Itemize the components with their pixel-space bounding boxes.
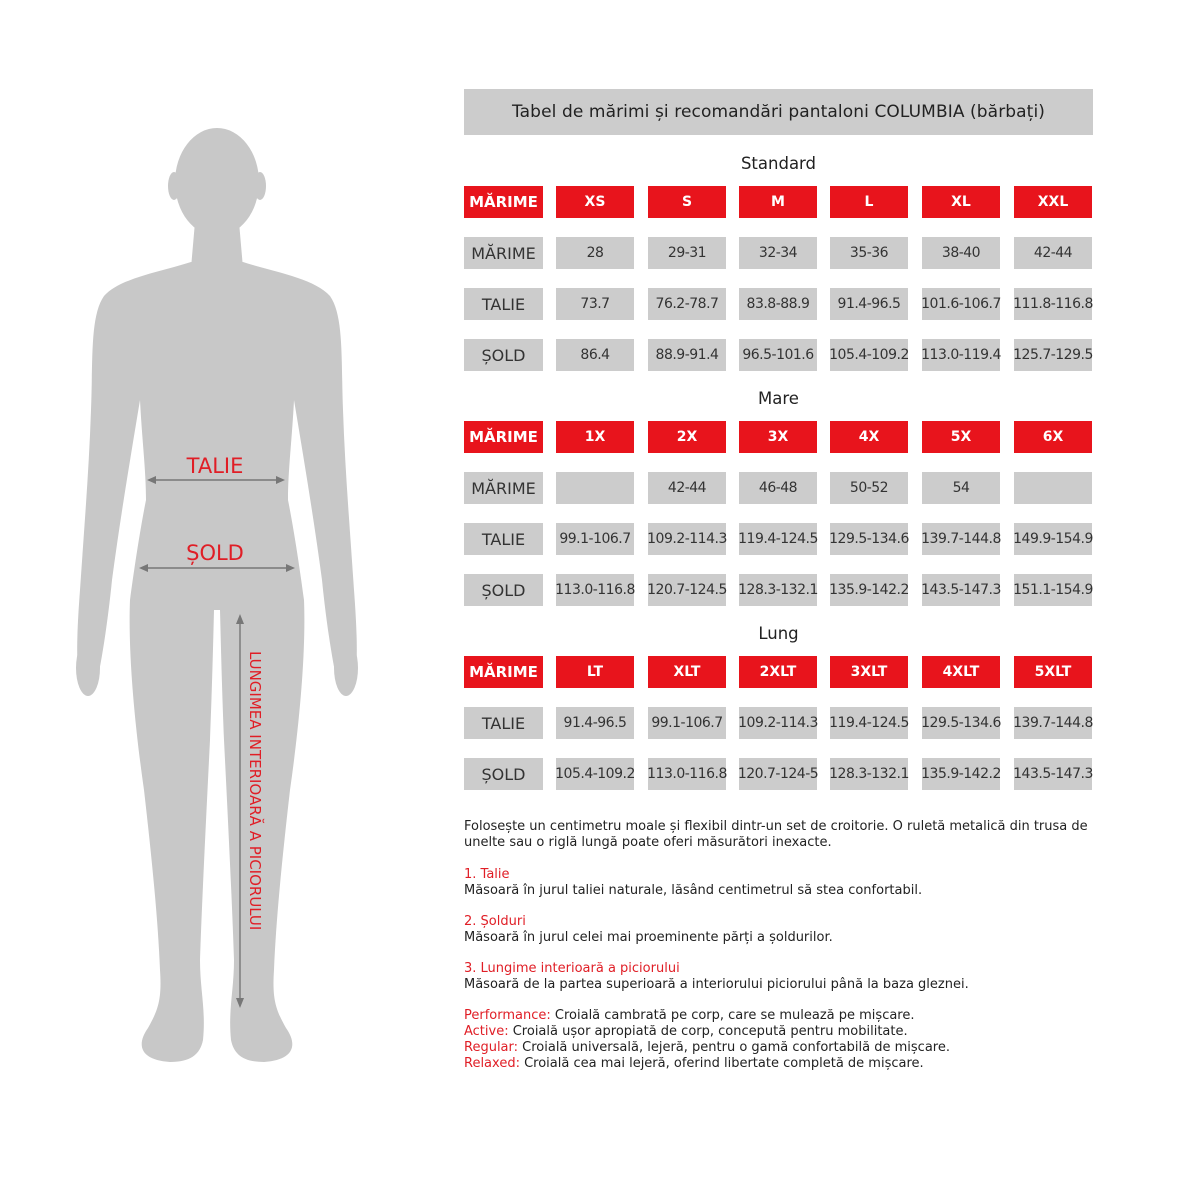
hip-label: ȘOLD <box>186 541 244 565</box>
step-hip-title: 2. Șolduri <box>464 914 526 929</box>
size-header-cell: L <box>830 186 908 218</box>
value-cell: 128.3-132.1 <box>830 758 908 790</box>
value-cell: 91.4-96.5 <box>556 707 634 739</box>
value-cell: 128.3-132.1 <box>739 574 817 606</box>
value-cell: 135.9-142.2 <box>922 758 1000 790</box>
size-header-cell: 5X <box>922 421 1000 453</box>
value-cell: 83.8-88.9 <box>739 288 817 320</box>
row-label-cell: TALIE <box>464 707 543 739</box>
header-label-cell: MĂRIME <box>464 186 543 218</box>
value-cell: 119.4-124.5 <box>830 707 908 739</box>
section-title: Mare <box>758 389 799 408</box>
measurement-row <box>464 339 1093 371</box>
step-inseam-text: Măsoară de la partea superioară a interiorului piciorului până la baza gleznei. <box>464 977 969 992</box>
value-cell: 96.5-101.6 <box>739 339 817 371</box>
chart-title-bar <box>464 89 1093 135</box>
waist-label: TALIE <box>186 454 244 478</box>
step-waist-title: 1. Talie <box>464 867 510 882</box>
row-label-cell: TALIE <box>464 288 543 320</box>
inseam-label: LUNGIMEA INTERIOARĂ A PICIORULUI <box>246 651 264 931</box>
value-cell: 32-34 <box>739 237 817 269</box>
value-cell: 76.2-78.7 <box>648 288 726 320</box>
size-chart <box>464 89 1093 790</box>
value-cell: 105.4-109.2 <box>556 758 634 790</box>
fit-regular-name: Regular: <box>464 1040 519 1055</box>
step-hip-text: Măsoară în jurul celei mai proeminente părți a șoldurilor. <box>464 930 833 945</box>
chart-sections <box>464 135 1093 790</box>
row-label-cell: ȘOLD <box>464 574 543 606</box>
value-cell: 91.4-96.5 <box>830 288 908 320</box>
size-header-cell: 5XLT <box>1014 656 1092 688</box>
measurement-row <box>464 288 1093 320</box>
value-cell: 113.0-116.8 <box>556 574 634 606</box>
value-cell: 54 <box>922 472 1000 504</box>
size-header-cell: XL <box>922 186 1000 218</box>
value-cell: 28 <box>556 237 634 269</box>
value-cell: 120.7-124-5 <box>739 758 817 790</box>
value-cell: 73.7 <box>556 288 634 320</box>
value-cell: 35-36 <box>830 237 908 269</box>
fit-active-text: Croială ușor apropiată de corp, concepută pentru mobilitate. <box>508 1024 908 1039</box>
fit-regular <box>464 1040 1100 1056</box>
fit-relaxed-text: Croială cea mai lejeră, oferind libertate completă de mișcare. <box>519 1056 924 1071</box>
value-cell: 50-52 <box>830 472 908 504</box>
value-cell: 42-44 <box>1014 237 1092 269</box>
size-header-cell: LT <box>556 656 634 688</box>
header-label-cell: MĂRIME <box>464 656 543 688</box>
fit-active <box>464 1024 1100 1040</box>
size-header-row <box>464 421 1093 453</box>
value-cell: 143.5-147.3 <box>922 574 1000 606</box>
section-title: Lung <box>758 624 799 643</box>
size-section <box>464 606 1093 790</box>
value-cell: 99.1-106.7 <box>556 523 634 555</box>
value-cell: 86.4 <box>556 339 634 371</box>
value-cell: 113.0-116.8 <box>648 758 726 790</box>
value-cell: 46-48 <box>739 472 817 504</box>
value-cell: 29-31 <box>648 237 726 269</box>
measurement-row <box>464 758 1093 790</box>
row-label-cell: MĂRIME <box>464 237 543 269</box>
measurement-row <box>464 237 1093 269</box>
value-cell: 149.9-154.9 <box>1014 523 1092 555</box>
size-header-cell: XS <box>556 186 634 218</box>
row-label-cell: ȘOLD <box>464 758 543 790</box>
value-cell <box>1014 472 1092 504</box>
value-cell: 151.1-154.9 <box>1014 574 1092 606</box>
fit-relaxed <box>464 1056 1100 1072</box>
value-cell: 120.7-124.5 <box>648 574 726 606</box>
value-cell: 143.5-147.3 <box>1014 758 1092 790</box>
size-header-cell: 2XLT <box>739 656 817 688</box>
measurement-row <box>464 523 1093 555</box>
fit-performance <box>464 1008 1100 1024</box>
row-label-cell: MĂRIME <box>464 472 543 504</box>
value-cell: 105.4-109.2 <box>830 339 908 371</box>
fit-relaxed-name: Relaxed: <box>464 1056 520 1071</box>
body-measurement-figure <box>0 0 460 1200</box>
row-label-cell: ȘOLD <box>464 339 543 371</box>
value-cell: 109.2-114.3 <box>739 707 817 739</box>
measurement-row <box>464 707 1093 739</box>
step-waist-text: Măsoară în jurul taliei naturale, lăsând centimetrul să stea confortabil. <box>464 883 923 898</box>
measurement-notes <box>464 819 1100 1072</box>
value-cell: 109.2-114.3 <box>648 523 726 555</box>
row-label-cell: TALIE <box>464 523 543 555</box>
value-cell <box>556 472 634 504</box>
size-header-cell: 1X <box>556 421 634 453</box>
value-cell: 111.8-116.8 <box>1014 288 1092 320</box>
size-header-cell: 3XLT <box>830 656 908 688</box>
value-cell: 135.9-142.2 <box>830 574 908 606</box>
step-inseam-title: 3. Lungime interioară a piciorului <box>464 961 680 976</box>
size-header-cell: M <box>739 186 817 218</box>
size-section <box>464 371 1093 606</box>
value-cell: 129.5-134.6 <box>922 707 1000 739</box>
value-cell: 129.5-134.6 <box>830 523 908 555</box>
size-section <box>464 135 1093 371</box>
section-title: Standard <box>740 154 817 173</box>
value-cell: 119.4-124.5 <box>739 523 817 555</box>
fit-regular-text: Croială universală, lejeră, pentru o gamă confortabilă de mișcare. <box>518 1040 950 1055</box>
fit-performance-text: Croială cambrată pe corp, care se mulează pe mișcare. <box>550 1008 915 1023</box>
measurement-row <box>464 472 1093 504</box>
notes-intro: Folosește un centimetru moale și flexibil dintr-un set de croitorie. O ruletă metalică din trusa de unelte sau o riglă lungă poate oferi măsurători inexacte. <box>464 819 1088 850</box>
size-header-row <box>464 656 1093 688</box>
size-header-row <box>464 186 1093 218</box>
value-cell: 101.6-106.7 <box>922 288 1000 320</box>
size-header-cell: XLT <box>648 656 726 688</box>
size-header-cell: XXL <box>1014 186 1092 218</box>
value-cell: 113.0-119.4 <box>922 339 1000 371</box>
chart-title: Tabel de mărimi și recomandări pantaloni COLUMBIA (bărbați) <box>511 102 1046 122</box>
body-silhouette <box>76 128 358 1062</box>
fit-performance-name: Performance: <box>464 1008 551 1023</box>
value-cell: 139.7-144.8 <box>1014 707 1092 739</box>
size-header-cell: 4X <box>830 421 908 453</box>
value-cell: 88.9-91.4 <box>648 339 726 371</box>
size-header-cell: 3X <box>739 421 817 453</box>
fit-active-name: Active: <box>464 1024 509 1039</box>
size-header-cell: 2X <box>648 421 726 453</box>
size-header-cell: 6X <box>1014 421 1092 453</box>
value-cell: 99.1-106.7 <box>648 707 726 739</box>
header-label-cell: MĂRIME <box>464 421 543 453</box>
measurement-row <box>464 574 1093 606</box>
value-cell: 139.7-144.8 <box>922 523 1000 555</box>
size-header-cell: 4XLT <box>922 656 1000 688</box>
value-cell: 38-40 <box>922 237 1000 269</box>
value-cell: 125.7-129.5 <box>1014 339 1092 371</box>
value-cell: 42-44 <box>648 472 726 504</box>
size-header-cell: S <box>648 186 726 218</box>
